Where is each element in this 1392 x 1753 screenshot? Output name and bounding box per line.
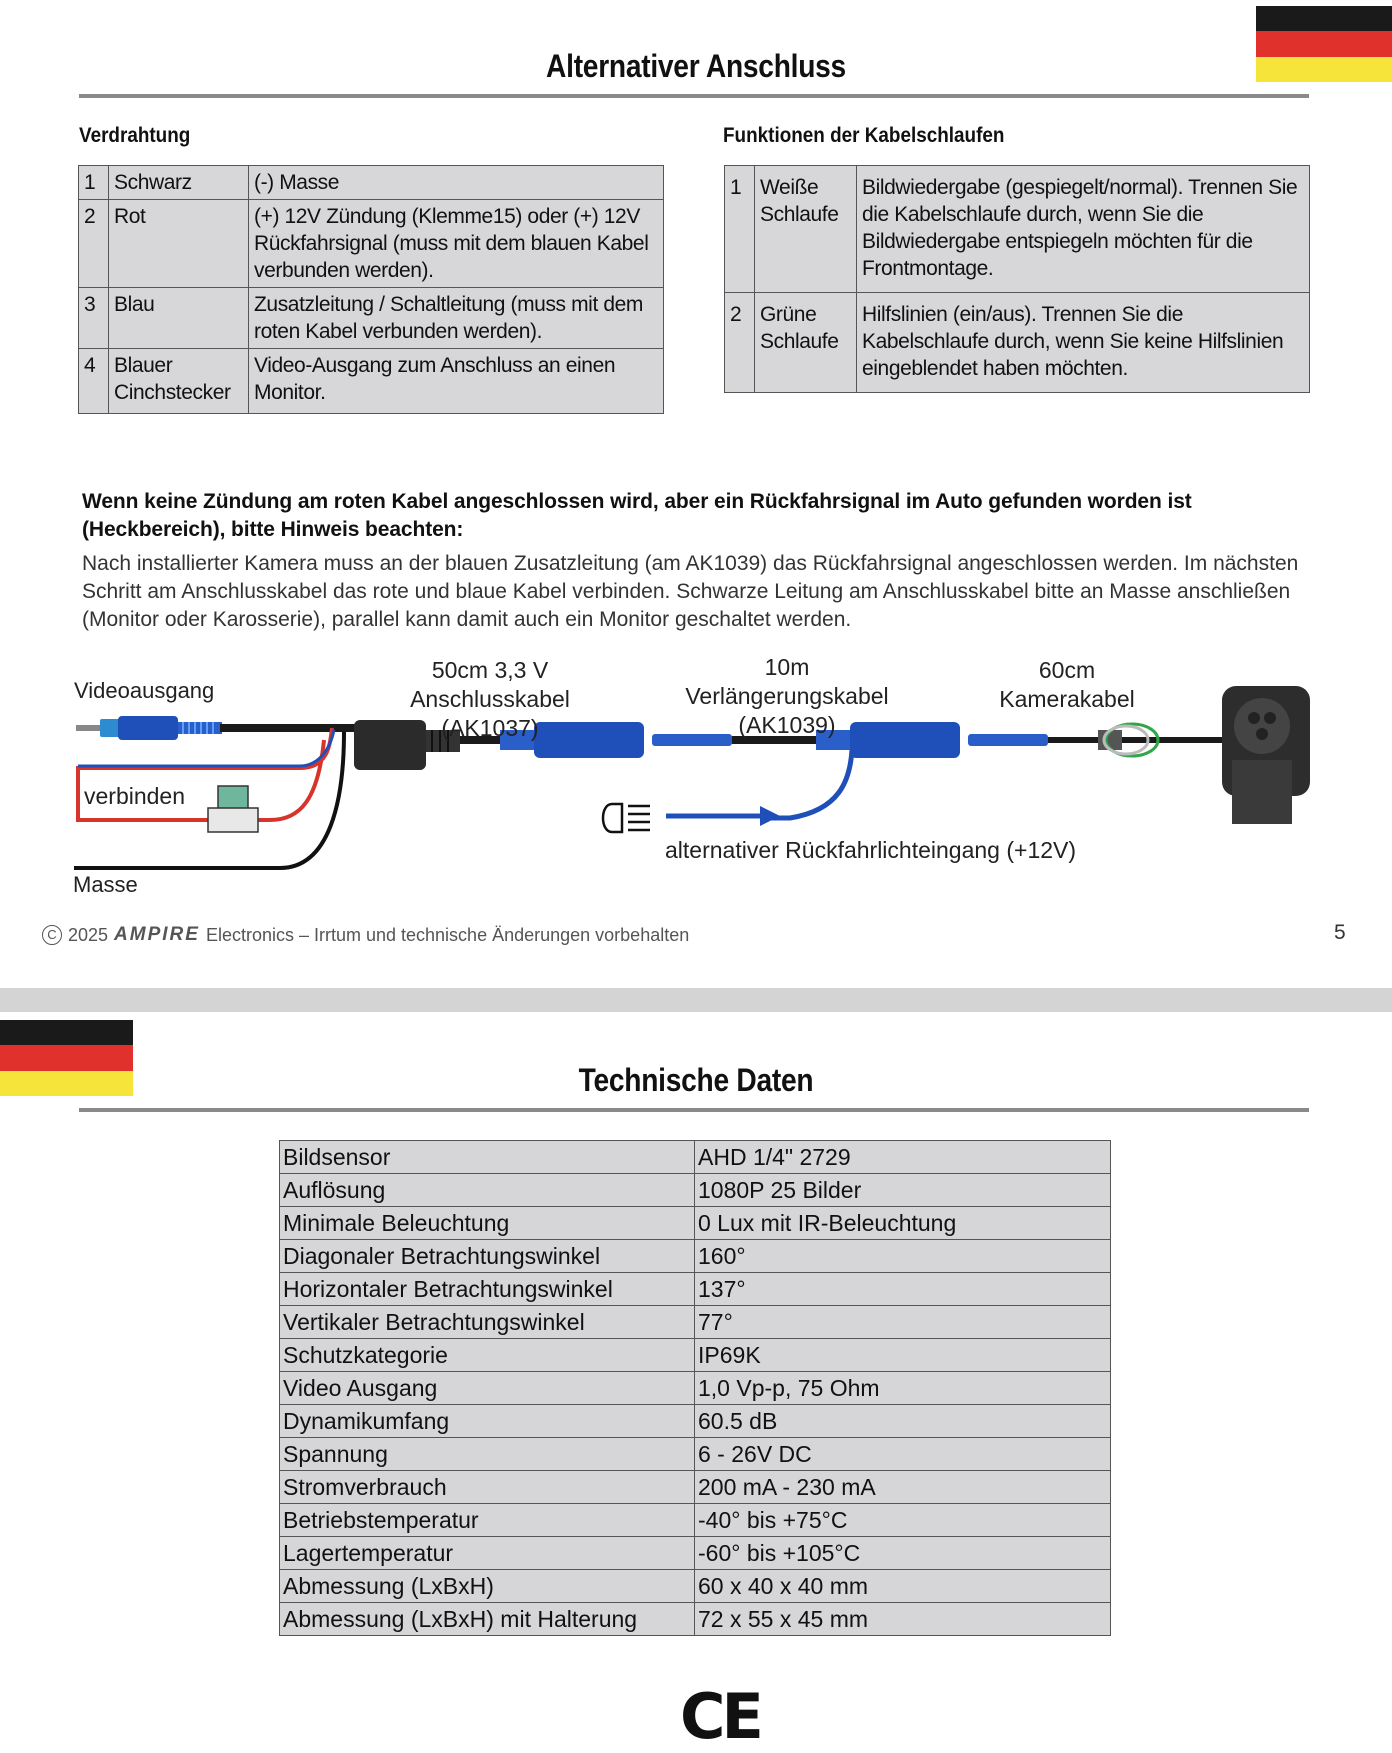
spec-label: Bildsensor: [280, 1141, 695, 1174]
spec-value: 1080P 25 Bilder: [695, 1174, 1111, 1207]
label-masse: Masse: [73, 872, 138, 897]
label-cable1-length: 50cm 3,3 V: [431, 657, 549, 683]
loop-desc: Hilfslinien (ein/aus). Trennen Sie die Kabelschlaufe durch, wenn Sie keine Hilfslinien eingeblendet haben möchten.: [857, 293, 1310, 393]
ce-mark-icon: CE: [680, 1680, 760, 1753]
loop-num: 1: [725, 166, 755, 293]
wiring-heading: Verdrahtung: [79, 124, 191, 147]
spec-label: Spannung: [280, 1438, 695, 1471]
table-row: [79, 349, 664, 414]
footer-text: Electronics – Irrtum und technische Änderungen vorbehalten: [205, 924, 690, 945]
label-cable2-length: 10m: [764, 654, 810, 680]
wire-color: Rot: [109, 200, 249, 288]
label-reverse-input: alternativer Rückfahrlichteingang (+12V): [665, 837, 1077, 863]
wire-num: 1: [79, 166, 109, 200]
spec-value: 6 - 26V DC: [695, 1438, 1111, 1471]
title-rule: [79, 94, 1309, 98]
wire-color: Blauer Cinchstecker: [109, 349, 249, 414]
loop-name: Weiße Schlaufe: [755, 166, 857, 293]
copyright-icon: C: [42, 925, 62, 945]
spec-label: Lagertemperatur: [280, 1537, 695, 1570]
brand-logo: AMPIRE: [114, 924, 200, 945]
rca-plug-icon: [76, 716, 222, 740]
wire-desc: Video-Ausgang zum Anschluss an einen Monitor.: [249, 349, 664, 414]
spec-row: [280, 1240, 1111, 1273]
label-cable3: [992, 656, 1142, 714]
label-cable3-name: Kamerakabel: [999, 686, 1135, 712]
spec-value: 200 mA - 230 mA: [695, 1471, 1111, 1504]
spec-label: Abmessung (LxBxH) mit Halterung: [280, 1603, 695, 1636]
spec-value: 0 Lux mit IR-Beleuchtung: [695, 1207, 1111, 1240]
loop-name: Grüne Schlaufe: [755, 293, 857, 393]
wire-desc: (+) 12V Zündung (Klemme15) oder (+) 12V Rückfahrsignal (muss mit dem blauen Kabel verbunden werden).: [249, 200, 664, 288]
reverse-light-icon: [603, 804, 650, 832]
wire-color: Blau: [109, 288, 249, 349]
label-videoausgang: Videoausgang: [74, 678, 215, 703]
spec-label: Stromverbrauch: [280, 1471, 695, 1504]
spec-value: -40° bis +75°C: [695, 1504, 1111, 1537]
spec-value: 60 x 40 x 40 mm: [695, 1570, 1111, 1603]
table-row: [725, 293, 1310, 393]
spec-row: [280, 1405, 1111, 1438]
spec-label: Betriebstemperatur: [280, 1504, 695, 1537]
hint-heading: Wenn keine Zündung am roten Kabel angeschlossen wird, aber ein Rückfahrsignal im Auto gefunden worden ist (Heckbereich), bitte Hinweis beachten:: [82, 490, 1192, 541]
loop-desc: Bildwiedergabe (gespiegelt/normal). Trennen Sie die Kabelschlaufe durch, wenn Sie die Bildwiedergabe entspiegeln möchten für die Frontmontage.: [857, 166, 1310, 293]
spec-label: Diagonaler Betrachtungswinkel: [280, 1240, 695, 1273]
spec-row: [280, 1339, 1111, 1372]
table-row: [725, 166, 1310, 293]
label-verbinden: verbinden: [84, 783, 186, 809]
label-cable1: [360, 656, 620, 743]
spec-label: Video Ausgang: [280, 1372, 695, 1405]
loops-table: [724, 165, 1310, 393]
loops-heading: Funktionen der Kabelschlaufen: [723, 124, 1005, 147]
spec-row: [280, 1603, 1111, 1636]
specs-table: [279, 1140, 1111, 1636]
spec-label: Dynamikumfang: [280, 1405, 695, 1438]
spec-row: [280, 1207, 1111, 1240]
spec-label: Auflösung: [280, 1174, 695, 1207]
spec-label: Minimale Beleuchtung: [280, 1207, 695, 1240]
spec-value: AHD 1/4" 2729: [695, 1141, 1111, 1174]
table-row: [79, 288, 664, 349]
spec-label: Horizontaler Betrachtungswinkel: [280, 1273, 695, 1306]
specs-title: Technische Daten: [578, 1062, 814, 1098]
table-row: [79, 166, 664, 200]
spec-value: 160°: [695, 1240, 1111, 1273]
spec-value: -60° bis +105°C: [695, 1537, 1111, 1570]
wire-num: 2: [79, 200, 109, 288]
spec-row: [280, 1273, 1111, 1306]
spec-value: 1,0 Vp-p, 75 Ohm: [695, 1372, 1111, 1405]
spec-row: [280, 1504, 1111, 1537]
footer: [42, 924, 689, 946]
spec-value: 60.5 dB: [695, 1405, 1111, 1438]
spec-row: [280, 1471, 1111, 1504]
spec-value: IP69K: [695, 1339, 1111, 1372]
wiring-table: [78, 165, 664, 414]
spec-row: [280, 1570, 1111, 1603]
wire-num: 3: [79, 288, 109, 349]
spec-row: [280, 1141, 1111, 1174]
spec-value: 72 x 55 x 45 mm: [695, 1603, 1111, 1636]
page-separator: [0, 988, 1392, 1012]
loop-num: 2: [725, 293, 755, 393]
spec-row: [280, 1306, 1111, 1339]
spec-value: 77°: [695, 1306, 1111, 1339]
spec-label: Vertikaler Betrachtungswinkel: [280, 1306, 695, 1339]
hint-text: Nach installierter Kamera muss an der blauen Zusatzleitung (am AK1039) das Rückfahrsignal angeschlossen werden. Im nächsten Schritt am Anschlusskabel das rote und blaue Kabel verbinden. Schwarze Leitung am Anschlusskabel bitte an Masse anschließen (Monitor oder Karosserie), parallel kann damit auch ein Monitor geschaltet werden.: [82, 552, 1299, 631]
label-cable3-length: 60cm: [1038, 657, 1096, 683]
wire-num: 4: [79, 349, 109, 414]
wire-color: Schwarz: [109, 166, 249, 200]
spec-label: Abmessung (LxBxH): [280, 1570, 695, 1603]
table-row: [79, 200, 664, 288]
wire-desc: (-) Masse: [249, 166, 664, 200]
label-cable2: [634, 653, 940, 740]
page-title: Alternativer Anschluss: [546, 48, 846, 84]
spec-label: Schutzkategorie: [280, 1339, 695, 1372]
spec-value: 137°: [695, 1273, 1111, 1306]
spec-row: [280, 1438, 1111, 1471]
fuse-icon: [208, 786, 258, 832]
wire-desc: Zusatzleitung / Schaltleitung (muss mit dem roten Kabel verbunden werden).: [249, 288, 664, 349]
label-cable1-name: Anschlusskabel (AK1037): [410, 686, 570, 741]
footer-year: 2025: [68, 924, 109, 945]
label-cable2-name: Verlängerungskabel (AK1039): [685, 683, 889, 738]
spec-row: [280, 1372, 1111, 1405]
spec-row: [280, 1174, 1111, 1207]
spec-row: [280, 1537, 1111, 1570]
camera-icon: [1222, 686, 1310, 824]
specs-title-rule: [79, 1108, 1309, 1112]
page-number: 5: [1334, 921, 1346, 944]
